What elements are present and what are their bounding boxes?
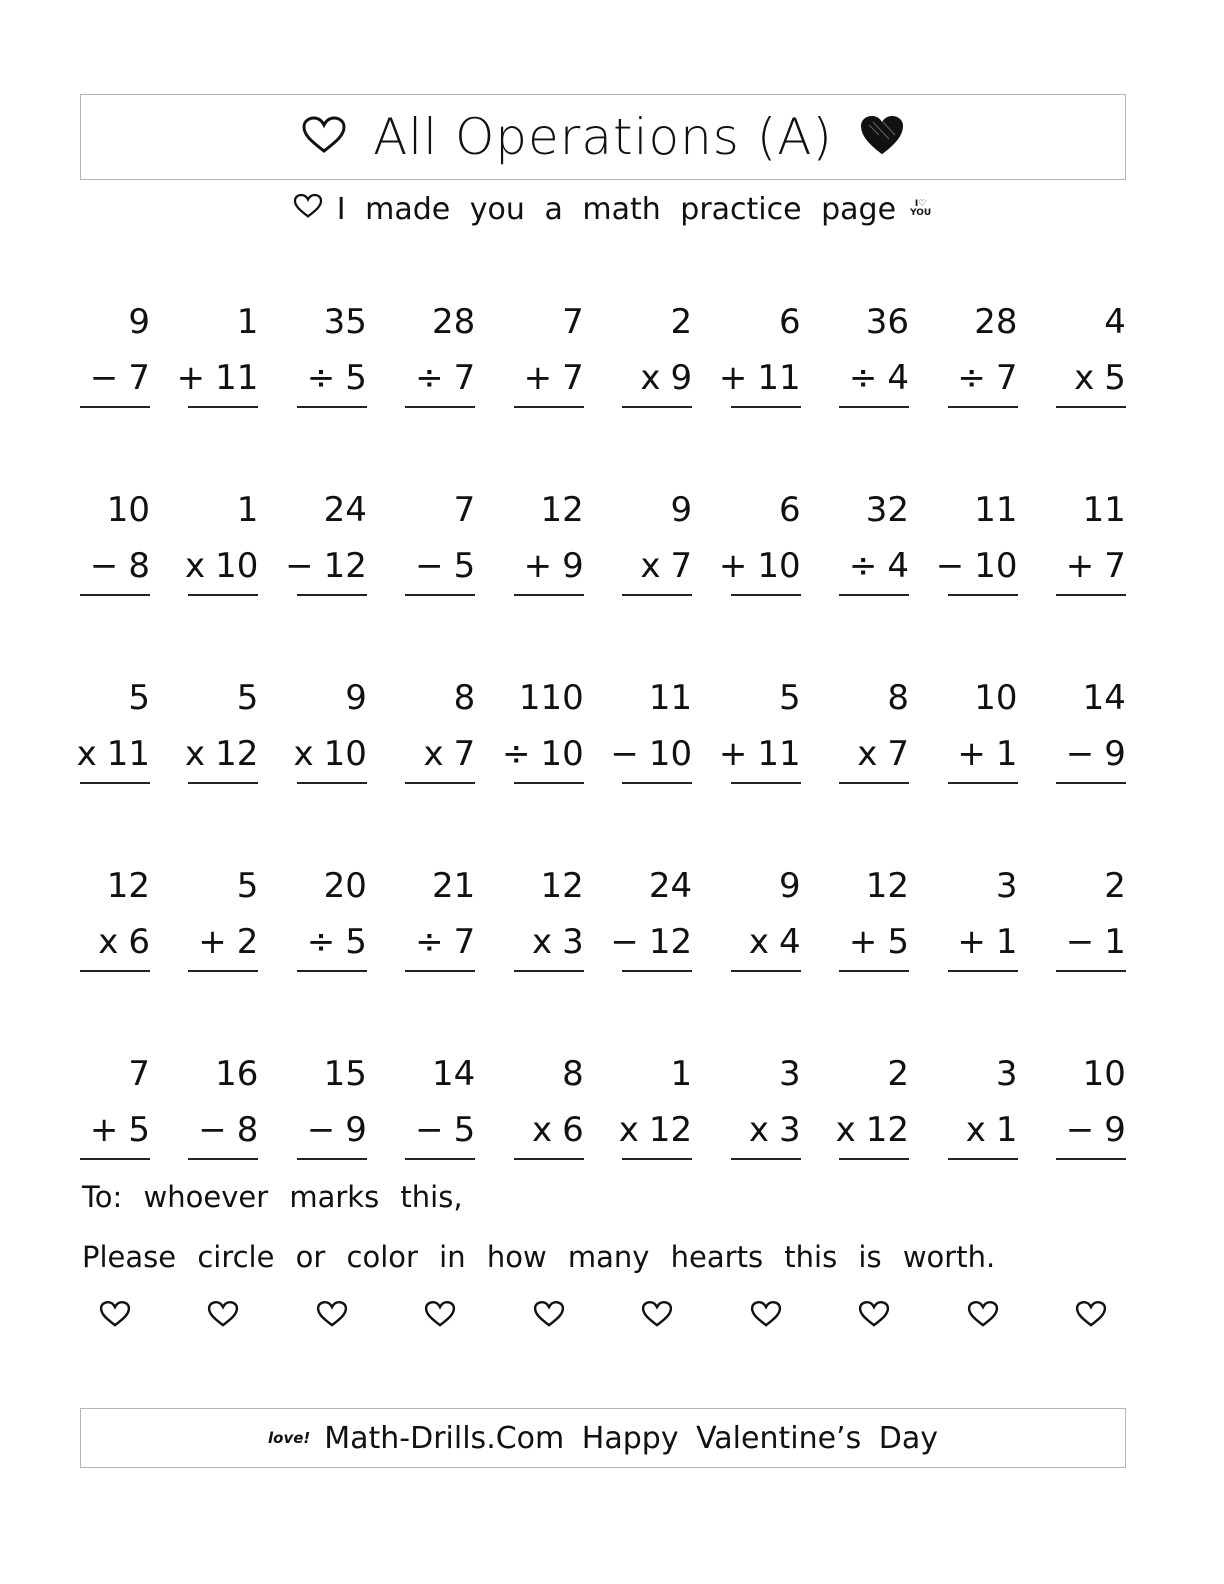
problem-bottom-line: [297, 354, 367, 408]
operator-sign: +: [176, 358, 206, 398]
problem-top-number: 5: [128, 678, 150, 718]
problem-bottom-number: 10: [974, 546, 1018, 586]
problem-bottom-number: 10: [323, 734, 367, 774]
problem-bottom-line: [610, 918, 693, 972]
problem[interactable]: [501, 674, 584, 784]
problem-bottom-number: 4: [887, 358, 910, 398]
problem-bottom-number: 5: [887, 922, 910, 962]
operator-sign: x: [76, 734, 97, 774]
problem-row: [80, 298, 1126, 408]
operator-sign: +: [198, 922, 227, 962]
problem-bottom-line: [1056, 354, 1126, 408]
problem-top-number: 6: [778, 302, 801, 342]
problem-top-number: 1: [670, 1054, 693, 1094]
problem[interactable]: [835, 1050, 910, 1160]
problem-top-number: 5: [778, 678, 801, 718]
heart-outline-icon[interactable]: [80, 1300, 150, 1328]
problem[interactable]: [514, 1050, 584, 1160]
operator-sign: +: [523, 546, 553, 586]
problem-top-number: 1: [236, 302, 259, 342]
problem-bottom-number: 8: [236, 1110, 259, 1150]
problem-bottom-number: 9: [345, 1110, 367, 1150]
problem-bottom-line: [1056, 918, 1126, 972]
operator-sign: −: [285, 546, 314, 586]
problem-bottom-number: 9: [670, 358, 693, 398]
problem-bottom-number: 3: [778, 1110, 801, 1150]
problem-bottom-line: [514, 354, 584, 408]
problem[interactable]: [188, 1050, 258, 1160]
problem-bottom-number: 6: [128, 922, 150, 962]
problem-bottom-line: [935, 542, 1018, 596]
operator-sign: x: [293, 734, 314, 774]
problem-bottom-line: [839, 730, 909, 784]
problem-top-number: 9: [345, 678, 367, 718]
problem[interactable]: [610, 862, 693, 972]
operator-sign: −: [610, 734, 639, 774]
problem-bottom-number: 1: [1104, 922, 1126, 962]
problem-bottom-number: 1: [995, 922, 1018, 962]
problem-top-number: 28: [432, 302, 476, 342]
problem-top-number: 12: [865, 866, 910, 906]
operator-sign: −: [610, 922, 639, 962]
operator-sign: +: [523, 358, 553, 398]
problem-bottom-line: [839, 354, 909, 408]
problem[interactable]: [1056, 486, 1126, 596]
problem-bottom-number: 7: [128, 358, 150, 398]
problem[interactable]: [297, 1050, 367, 1160]
problem-bottom-line: [405, 730, 475, 784]
problem-bottom-number: 9: [562, 546, 584, 586]
operator-sign: +: [718, 358, 748, 398]
problem-bottom-line: [718, 730, 801, 784]
operator-sign: +: [89, 1110, 119, 1150]
problem-grid: [76, 298, 1126, 1238]
heart-outline-icon[interactable]: [622, 1300, 692, 1328]
operator-sign: −: [1065, 734, 1095, 774]
heart-outline-icon: [293, 192, 323, 227]
problem-top-number: 9: [778, 866, 801, 906]
problem-top-number: 10: [1082, 1054, 1126, 1094]
problem-bottom-number: 7: [1104, 546, 1126, 586]
problem[interactable]: [718, 674, 801, 784]
heart-outline-icon[interactable]: [1056, 1300, 1126, 1328]
problem-bottom-number: 7: [453, 734, 476, 774]
problem-bottom-number: 6: [562, 1110, 584, 1150]
problem-top-number: 36: [865, 302, 910, 342]
problem-top-number: 12: [540, 866, 584, 906]
operator-sign: x: [965, 1110, 986, 1150]
operator-sign: +: [848, 922, 878, 962]
problem[interactable]: [185, 486, 259, 596]
problem-top-number: 11: [648, 678, 693, 718]
problem-top-number: 7: [128, 1054, 150, 1094]
footer-text: Math-Drills.Com Happy Valentine’s Day: [324, 1420, 938, 1456]
problem-row: [76, 674, 1126, 784]
problem[interactable]: [405, 298, 475, 408]
problem-top-number: 10: [974, 678, 1018, 718]
problem-bottom-number: 7: [562, 358, 584, 398]
problem[interactable]: [948, 862, 1018, 972]
heart-outline-icon[interactable]: [948, 1300, 1018, 1328]
problem-top-number: 24: [648, 866, 693, 906]
problem[interactable]: [618, 1050, 693, 1160]
problem-bottom-number: 12: [215, 734, 259, 774]
problem-bottom-number: 12: [323, 546, 367, 586]
problem[interactable]: [935, 486, 1018, 596]
operator-sign: ÷: [848, 358, 878, 398]
problem[interactable]: [405, 862, 475, 972]
heart-outline-icon[interactable]: [297, 1300, 367, 1328]
title-box: [80, 94, 1126, 180]
operator-sign: x: [748, 1110, 769, 1150]
problem[interactable]: [1056, 1050, 1126, 1160]
operator-sign: −: [198, 1110, 227, 1150]
problem[interactable]: [405, 486, 475, 596]
problem-bottom-line: [731, 1106, 801, 1160]
problem-bottom-line: [501, 730, 584, 784]
problem-bottom-number: 11: [106, 734, 150, 774]
operator-sign: +: [957, 734, 986, 774]
problem-bottom-number: 10: [648, 734, 693, 774]
problem-bottom-line: [297, 1106, 367, 1160]
problem-bottom-number: 11: [215, 358, 259, 398]
problem-top-number: 14: [1082, 678, 1126, 718]
problem-top-number: 10: [106, 490, 150, 530]
problem[interactable]: [1056, 298, 1126, 408]
problem[interactable]: [80, 862, 150, 972]
problem-top-number: 5: [236, 866, 259, 906]
problem[interactable]: [405, 1050, 475, 1160]
problem[interactable]: [718, 486, 801, 596]
problem-bottom-line: [405, 354, 475, 408]
problem-top-number: 4: [1104, 302, 1126, 342]
problem-bottom-line: [514, 542, 584, 596]
problem-bottom-line: [297, 918, 367, 972]
problem-top-number: 16: [215, 1054, 259, 1094]
problem-top-number: 9: [670, 490, 693, 530]
operator-sign: x: [640, 358, 661, 398]
heart-outline-icon[interactable]: [731, 1300, 801, 1328]
note-line-1: To: whoever marks this,: [82, 1180, 463, 1214]
problem-bottom-line: [80, 542, 150, 596]
problem-row: [80, 486, 1126, 596]
problem-bottom-number: 11: [757, 358, 801, 398]
subtitle-text: I made you a math practice page: [336, 191, 897, 227]
operator-sign: ÷: [306, 922, 336, 962]
problem-bottom-line: [514, 1106, 584, 1160]
problem-bottom-line: [80, 1106, 150, 1160]
badge-top: I♡: [914, 199, 927, 209]
heart-outline-icon[interactable]: [839, 1300, 909, 1328]
problem-bottom-line: [405, 918, 475, 972]
operator-sign: ÷: [848, 546, 878, 586]
problem[interactable]: [718, 298, 801, 408]
problem-top-number: 3: [995, 866, 1018, 906]
operator-sign: ÷: [306, 358, 336, 398]
problem-bottom-line: [285, 542, 367, 596]
problem-bottom-number: 7: [670, 546, 693, 586]
problem-bottom-line: [185, 730, 259, 784]
love-tag: love!: [268, 1429, 311, 1447]
problem-bottom-number: 4: [887, 546, 910, 586]
problem-top-number: 32: [865, 490, 910, 530]
problem[interactable]: [297, 298, 367, 408]
operator-sign: x: [640, 546, 661, 586]
operator-sign: −: [89, 546, 119, 586]
problem-bottom-line: [839, 918, 909, 972]
problem-bottom-number: 8: [128, 546, 150, 586]
problem-top-number: 7: [453, 490, 476, 530]
problem-bottom-number: 9: [1104, 1110, 1126, 1150]
problem-bottom-line: [948, 730, 1018, 784]
problem-bottom-number: 10: [540, 734, 584, 774]
operator-sign: x: [1074, 358, 1095, 398]
problem-top-number: 8: [887, 678, 910, 718]
problem-top-number: 11: [974, 490, 1018, 530]
problem-bottom-line: [176, 354, 259, 408]
problem[interactable]: [731, 1050, 801, 1160]
problem-bottom-number: 10: [757, 546, 801, 586]
problem-top-number: 6: [778, 490, 801, 530]
operator-sign: x: [531, 1110, 553, 1150]
problem-bottom-line: [948, 1106, 1018, 1160]
operator-sign: x: [98, 922, 119, 962]
problem-bottom-line: [948, 354, 1018, 408]
heart-outline-icon: [301, 115, 347, 159]
heart-filled-icon: [859, 113, 905, 161]
operator-sign: x: [748, 922, 769, 962]
heart-outline-icon[interactable]: [514, 1300, 584, 1328]
operator-sign: +: [718, 734, 748, 774]
problem[interactable]: [622, 298, 692, 408]
note-line-2: Please circle or color in how many hearts this is worth.: [82, 1240, 996, 1274]
problem[interactable]: [622, 486, 692, 596]
problem[interactable]: [1056, 674, 1126, 784]
problem-top-number: 2: [887, 1054, 910, 1094]
badge-bottom: YOU: [910, 208, 932, 218]
problem-bottom-number: 5: [453, 1110, 476, 1150]
problem-top-number: 11: [1082, 490, 1126, 530]
problem-bottom-number: 1: [995, 1110, 1018, 1150]
problem-bottom-line: [405, 1106, 475, 1160]
problem-bottom-line: [1056, 730, 1126, 784]
problem[interactable]: [80, 486, 150, 596]
problem-bottom-line: [718, 542, 801, 596]
problem-bottom-line: [622, 542, 692, 596]
problem[interactable]: [839, 486, 909, 596]
problem-top-number: 1: [236, 490, 259, 530]
problem[interactable]: [839, 862, 909, 972]
problem-bottom-number: 2: [236, 922, 259, 962]
problem-bottom-number: 5: [128, 1110, 150, 1150]
i-love-you-badge: [910, 200, 931, 218]
problem-bottom-number: 7: [887, 734, 910, 774]
problem-top-number: 7: [562, 302, 584, 342]
problem-top-number: 21: [432, 866, 476, 906]
problem[interactable]: [76, 674, 150, 784]
problem-top-number: 15: [323, 1054, 367, 1094]
problem-row: [80, 1050, 1126, 1160]
problem-bottom-number: 10: [215, 546, 259, 586]
problem-top-number: 35: [323, 302, 367, 342]
problem[interactable]: [948, 674, 1018, 784]
problem-bottom-number: 1: [995, 734, 1018, 774]
problem-top-number: 2: [1104, 866, 1126, 906]
problem-bottom-line: [618, 1106, 693, 1160]
problem-row: [80, 862, 1126, 972]
subtitle: [0, 186, 1224, 232]
problem-top-number: 5: [236, 678, 259, 718]
operator-sign: ÷: [957, 358, 986, 398]
problem-bottom-line: [76, 730, 150, 784]
operator-sign: −: [89, 358, 119, 398]
problem-bottom-number: 7: [995, 358, 1018, 398]
operator-sign: −: [415, 1110, 444, 1150]
problem-top-number: 14: [432, 1054, 476, 1094]
problem-bottom-line: [185, 542, 259, 596]
operator-sign: −: [935, 546, 965, 586]
problem-bottom-line: [405, 542, 475, 596]
problem-top-number: 28: [974, 302, 1018, 342]
problem-top-number: 3: [778, 1054, 801, 1094]
problem-bottom-line: [1056, 1106, 1126, 1160]
problem[interactable]: [1056, 862, 1126, 972]
problem-bottom-number: 3: [562, 922, 584, 962]
operator-sign: x: [618, 1110, 639, 1150]
operator-sign: −: [415, 546, 444, 586]
problem-top-number: 8: [453, 678, 476, 718]
heart-rating: [80, 1300, 1126, 1328]
operator-sign: +: [1065, 546, 1095, 586]
operator-sign: x: [857, 734, 878, 774]
problem-bottom-number: 11: [757, 734, 801, 774]
operator-sign: x: [423, 734, 444, 774]
problem[interactable]: [80, 298, 150, 408]
problem[interactable]: [80, 1050, 150, 1160]
page-title: All Operations (A): [373, 108, 833, 166]
problem-bottom-line: [293, 730, 367, 784]
problem-top-number: 20: [323, 866, 367, 906]
problem-top-number: 12: [540, 490, 584, 530]
problem[interactable]: [285, 486, 367, 596]
problem-bottom-line: [835, 1106, 910, 1160]
problem-top-number: 8: [562, 1054, 584, 1094]
problem-top-number: 12: [106, 866, 150, 906]
problem[interactable]: [839, 298, 909, 408]
problem-bottom-number: 9: [1104, 734, 1126, 774]
problem[interactable]: [839, 674, 909, 784]
problem-bottom-number: 5: [453, 546, 476, 586]
operator-sign: ÷: [415, 922, 444, 962]
problem[interactable]: [188, 862, 258, 972]
problem[interactable]: [514, 486, 584, 596]
heart-outline-icon[interactable]: [188, 1300, 258, 1328]
problem-bottom-line: [1056, 542, 1126, 596]
problem-bottom-line: [188, 918, 258, 972]
problem[interactable]: [731, 862, 801, 972]
problem-bottom-line: [948, 918, 1018, 972]
operator-sign: −: [1065, 1110, 1095, 1150]
problem-bottom-line: [731, 918, 801, 972]
operator-sign: x: [185, 546, 206, 586]
problem-bottom-line: [839, 542, 909, 596]
heart-outline-icon[interactable]: [405, 1300, 475, 1328]
operator-sign: +: [957, 922, 986, 962]
operator-sign: −: [306, 1110, 336, 1150]
problem-top-number: 24: [323, 490, 367, 530]
problem[interactable]: [176, 298, 259, 408]
problem[interactable]: [610, 674, 693, 784]
operator-sign: ÷: [415, 358, 444, 398]
problem[interactable]: [185, 674, 259, 784]
problem[interactable]: [297, 862, 367, 972]
operator-sign: +: [718, 546, 748, 586]
problem-bottom-line: [188, 1106, 258, 1160]
problem-bottom-number: 7: [453, 358, 476, 398]
problem-bottom-line: [610, 730, 693, 784]
problem-bottom-number: 7: [453, 922, 476, 962]
problem-bottom-line: [622, 354, 692, 408]
problem-bottom-number: 5: [345, 922, 367, 962]
problem-bottom-number: 12: [865, 1110, 910, 1150]
problem[interactable]: [514, 298, 584, 408]
problem-bottom-number: 12: [648, 1110, 693, 1150]
problem-bottom-line: [80, 918, 150, 972]
problem-bottom-number: 5: [1104, 358, 1126, 398]
operator-sign: x: [835, 1110, 856, 1150]
problem[interactable]: [948, 1050, 1018, 1160]
operator-sign: −: [1065, 922, 1095, 962]
footer: [80, 1408, 1126, 1468]
problem[interactable]: [293, 674, 367, 784]
problem-bottom-number: 4: [778, 922, 801, 962]
problem-bottom-number: 5: [345, 358, 367, 398]
operator-sign: x: [185, 734, 206, 774]
problem-bottom-number: 12: [648, 922, 693, 962]
problem-bottom-line: [80, 354, 150, 408]
problem-top-number: 2: [670, 302, 693, 342]
problem[interactable]: [514, 862, 584, 972]
problem-bottom-line: [514, 918, 584, 972]
problem-bottom-line: [718, 354, 801, 408]
operator-sign: ÷: [501, 734, 531, 774]
operator-sign: x: [531, 922, 553, 962]
problem[interactable]: [405, 674, 475, 784]
problem[interactable]: [948, 298, 1018, 408]
problem-top-number: 110: [518, 678, 584, 718]
problem-top-number: 9: [128, 302, 150, 342]
problem-top-number: 3: [995, 1054, 1018, 1094]
